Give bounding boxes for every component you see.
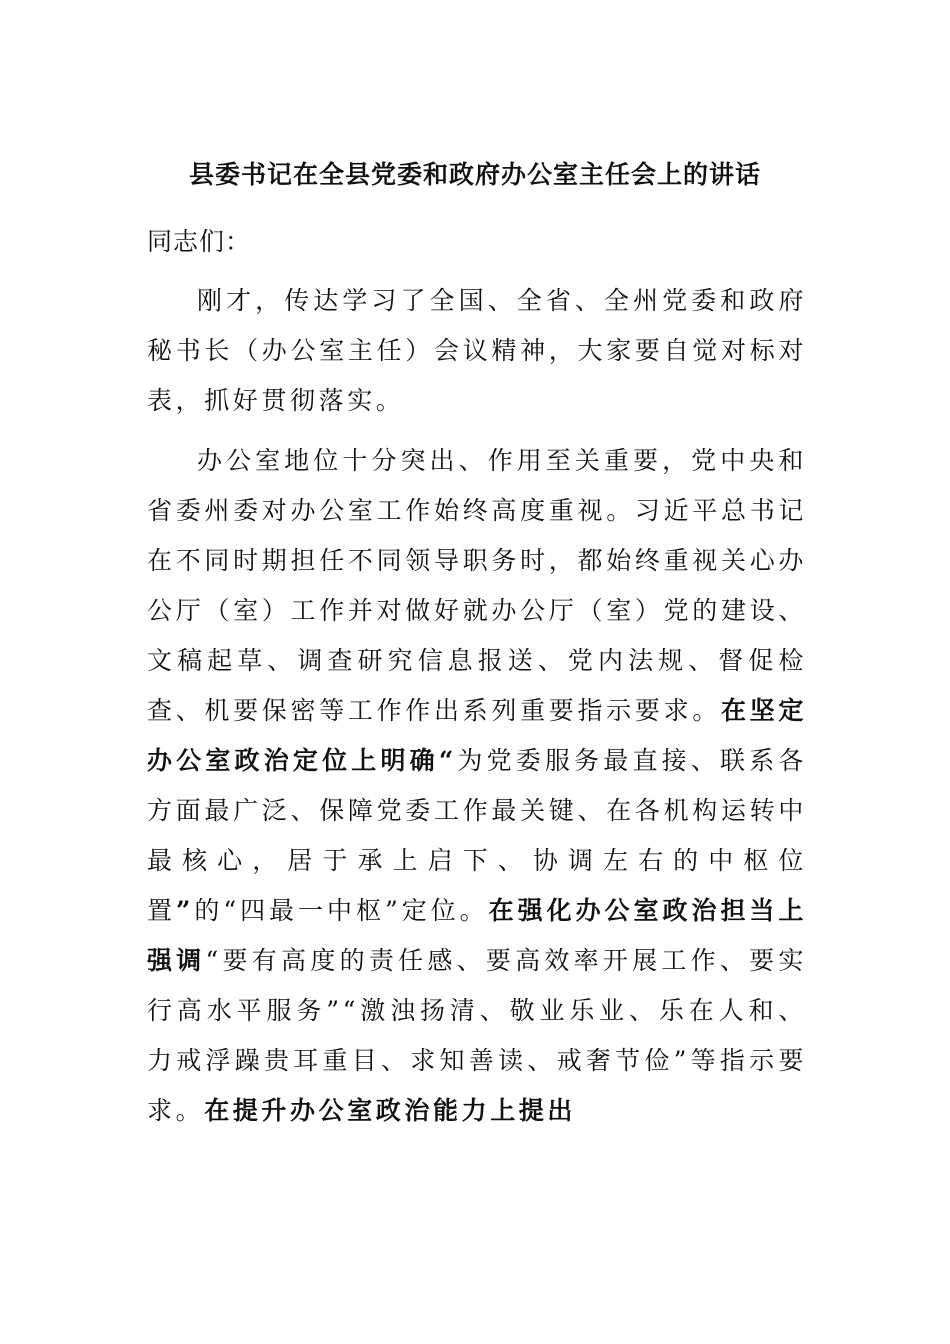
paragraph-2-bold-1: 在坚定办公室政治定位上明确“ bbox=[147, 696, 807, 775]
paragraph-1: 刚才，传达学习了全国、全省、全州党委和政府秘书长（办公室主任）会议精神，大家要自觉对标对表，抓好贯彻落实。 bbox=[147, 286, 807, 415]
paragraph-2 bbox=[147, 436, 807, 1136]
document-title: 县委书记在全县党委和政府办公室主任会上的讲话 bbox=[188, 160, 761, 189]
paragraph-2-text-1: 办公室地位十分突出、作用至关重要，党中央和省委州委对办公室工作始终高度重视。习近平总书记在不同时期担任不同领导职务时，都始终重视关心办公厅（室）工作并对做好就办公厅（室）党的建设、文稿起草、调查研究信息报送、党内法规、督促检查、机要保密等工作作出系列重要指示要求。 bbox=[147, 446, 807, 725]
paragraph-2-text-4: “要有高度的责任感、要高效率开展工作、要实行高水平服务”“激浊扬清、敬业乐业、乐在人和、力戒浮躁贵耳重目、求知善读、戒奢节俭”等指示要求。 bbox=[147, 946, 807, 1125]
paragraph-2-bold-2: ” bbox=[175, 896, 194, 925]
paragraph-2-bold-4: 在提升办公室政治能力上提出 bbox=[204, 1096, 577, 1125]
paragraph-2-bold-3: 在强化办公室政治担当上强调 bbox=[147, 896, 807, 975]
paragraph-2-text-3: 的“四最一中枢”定位。 bbox=[193, 896, 489, 925]
salutation: 同志们： bbox=[147, 227, 252, 256]
paragraph-2-text-2: 为党委服务最直接、联系各方面最广泛、保障党委工作最关键、在各机构运转中最核心，居于承上启下、协调左右的中枢位置 bbox=[147, 746, 808, 925]
